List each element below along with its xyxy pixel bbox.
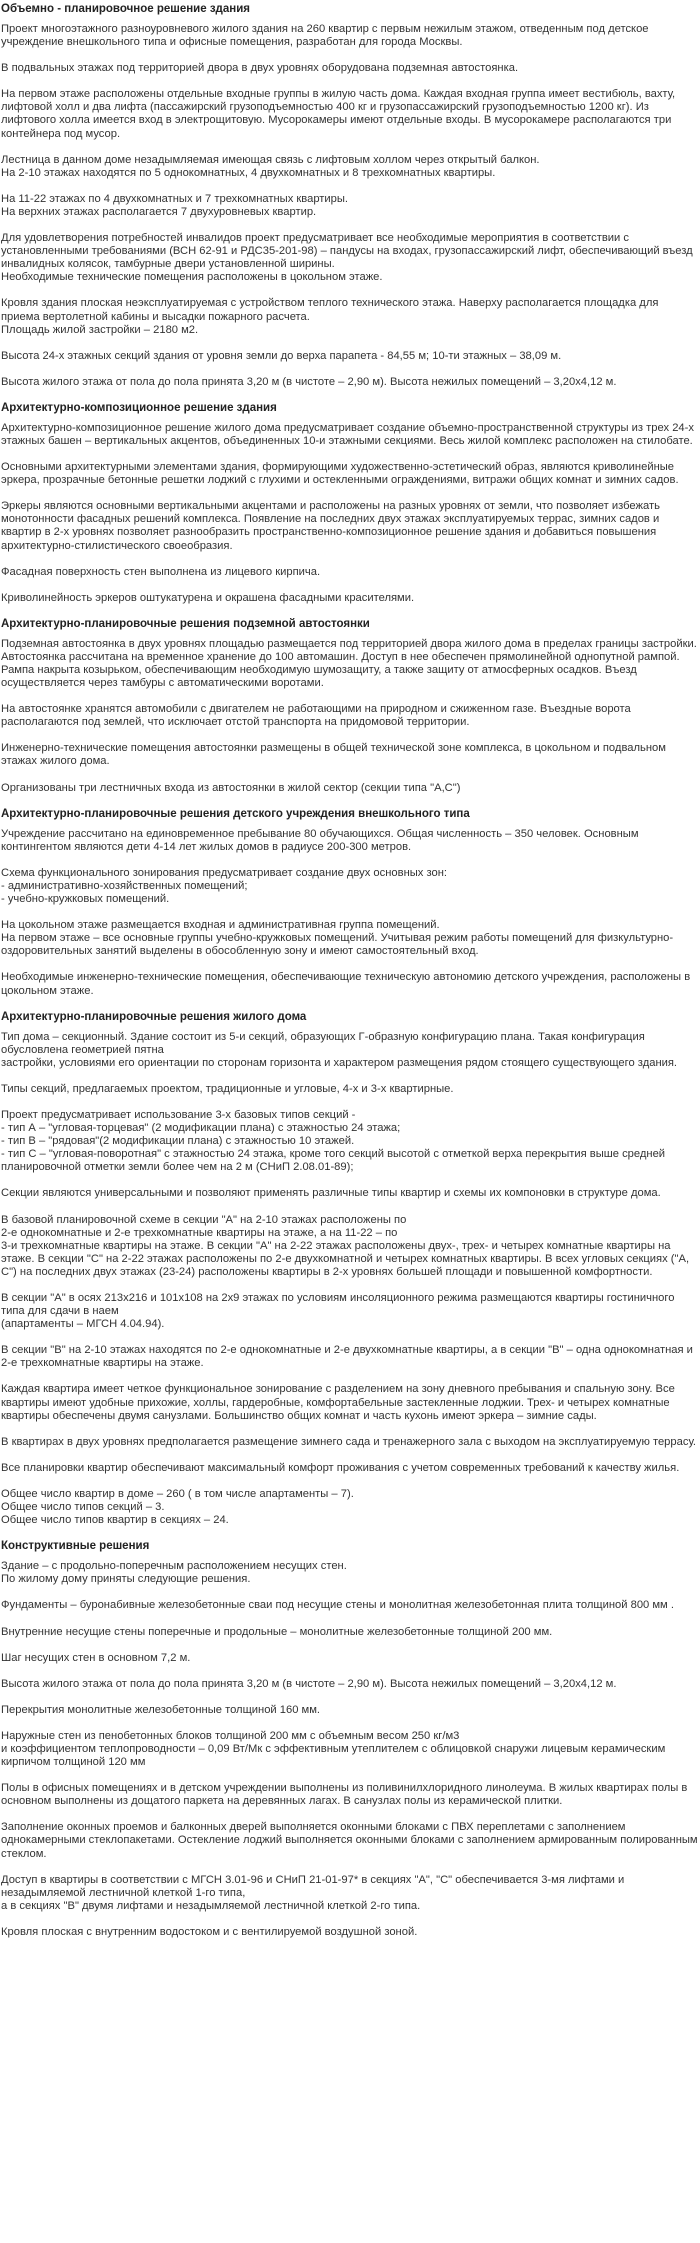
paragraph: В секции "В" на 2-10 этажах находятся по 2-е однокомнатные и 2-е двухкомнатные квартиры, а в секции "В" – одна однокомнатная и 2-е трехкомнатные квартиры на этаже. [1, 1344, 693, 1370]
paragraph: Типы секций, предлагаемых проектом, традиционные и угловые, 4-х и 3-х квартирные. [1, 1082, 454, 1095]
paragraph: Заполнение оконных проемов и балконных дверей выполняется оконными блоками с ПВХ переплетами с заполнением однокамерными стеклопакетами. Остекление лоджий выполняется оконными блоками с заполнением армированным полированным стеклом. [1, 1821, 698, 1860]
paragraph: Схема функционального зонирования предусматривает создание двух основных зон: - административно-хозяйственных помещений; - учебно-кружковых помещений. [1, 866, 448, 906]
paragraph: Каждая квартира имеет четкое функциональное зонирование с разделением на зону дневного пребывания и спальную зону. Все квартиры имеют удобные прихожие, холлы, гардеробные, комфортабельные застекленные лоджии. Трех- и четырех комнатные квартиры обеспечены двумя санузлами. Большинство общих комнат и часть кухонь имеют эркера – зимние сады. [1, 1383, 675, 1422]
paragraph: Необходимые инженерно-технические помещения, обеспечивающие техническую автономию детского учреждения, расположены в цокольном этаже. [1, 971, 691, 997]
paragraph: Архитектурно-композиционное решение жилого дома предусматривает создание объемно-пространственной структуры из трех 24-х этажных башен – вертикальных акцентов, объединенных 10-и этажными секциями. Весь жилой комплекс расположен на стилобате. [1, 421, 694, 447]
paragraph: Подземная автостоянка в двух уровнях площадью размещается под территорией двора жилого дома в пределах границы застройки. Автостоянка рассчитана на временное хранение до 100 автомашин. Доступ в нее обеспечен прямолинейной однопутной рампой. Рампа накрыта козырьком, обеспечивающим необходимую шумозащиту, а также защиту от атмосферных осадков. Въезд осуществляется через тамбуры с автоматическими воротами. [1, 637, 697, 690]
paragraph: Перекрытия монолитные железобетонные толщиной 160 мм. [1, 1703, 321, 1716]
section-heading: Объемно - планировочное решение здания [1, 3, 250, 15]
paragraph: Здание – с продольно-поперечным расположением несущих стен. По жилому дому приняты следующие решения. [1, 1560, 347, 1586]
paragraph: Эркеры являются основными вертикальными акцентами и расположены на разных уровнях от земли, что позволяет избежать монотонности фасадных решений комплекса. Появление на последних двух этажах эксплуатируемых террас, зимних садов и квартир в 2-х уровнях позволяет разнообразить пространственно-композиционное решение здания и добавиться повышения архитектурно-стилистического своеобразия. [1, 500, 660, 552]
paragraph: На первом этаже расположены отдельные входные группы в жилую часть дома. Каждая входная группа имеет вестибюль, вахту, лифтовой холл и два лифта (пассажирский грузоподъемностью 400 кг и грузопассажирский грузоподъемностью 1200 кг). Из лифтового холла имеется вход в электрощитовую. Мусорокамеры имеют отдельные входы. В мусорокамере располагаются три контейнера под мусор. [1, 88, 676, 140]
paragraph: Высота жилого этажа от пола до пола принята 3,20 м (в чистоте – 2,90 м). Высота нежилых помещений – 3,20х4,12 м. [1, 375, 617, 388]
paragraph: На автостоянке хранятся автомобили с двигателем не работающими на природном и сжиженном газе. Въездные ворота располагаются под землей, что исключает отстой транспорта на придомовой территории. [1, 703, 631, 729]
section-heading: Архитектурно-планировочные решения детского учреждения внешкольного типа [1, 807, 470, 820]
paragraph: Тип дома – секционный. Здание состоит из 5-и секций, образующих Г-образную конфигурацию плана. Такая конфигурация обусловлена геометрией пятна застройки, условиями его ориентации по сторонам горизонта и характером размещения рядом стоящего существующего здания. [1, 1030, 678, 1069]
paragraph: Внутренние несущие стены поперечные и продольные – монолитные железобетонные толщиной 200 мм. [1, 1625, 553, 1638]
paragraph: Секции являются универсальными и позволяют применять различные типы квартир и схемы их компоновки в структуре дома. [1, 1187, 661, 1200]
paragraph: В секции "А" в осях 213х216 и 101х108 на 2х9 этажах по условиям инсоляционного режима размещаются квартиры гостиничного типа для сдачи в наем (апартаменты – МГСН 4.04.94). [1, 1292, 675, 1331]
paragraph: Наружные стен из пенобетонных блоков толщиной 200 мм с объемным весом 250 кг/м3 и коэффициентом теплопроводности – 0,09 Вт/Мк с эффективным утеплителем с облицовкой снаружи лицевым керамическим кирпичом толщиной 120 мм [1, 1729, 666, 1769]
paragraph: В базовой планировочной схеме в секции "А" на 2-10 этажах расположены по 2-е однокомнатные и 2-е трехкомнатные квартиры на этаже, а на 11-22 – по 3-и трехкомнатные квартиры на этаже. В секции "А" на 2-22 этажах расположены двух-, трех- и четырех комнатные квартиры на этаже. В секции "С" на 2-22 этажах расположены по 2-е двухкомнатной и четырех комнатных квартиры. В всех угловых секциях ("А, С") на последних двух этажах (23-24) расположены квартиры в 2-х уровнях большей площади и повышенной комфортности. [1, 1213, 690, 1278]
paragraph: Шаг несущих стен в основном 7,2 м. [1, 1651, 191, 1664]
paragraph: Доступ в квартиры в соответствии с МГСН 3.01-96 и СНиП 21-01-97* в секциях "А", "С" обеспечивается 3-мя лифтами и незадымляемой лестничной клеткой 1-го типа, а в секциях "В" двумя лифтами и незадымляемой лестничной клеткой 2-го типа. [1, 1873, 625, 1912]
paragraph: Криволинейность эркеров оштукатурена и окрашена фасадными красителями. [1, 591, 415, 604]
paragraph: Кровля здания плоская неэксплуатируемая с устройством теплого технического этажа. Наверху располагается площадка для приема вертолетной кабины и высадки пожарного расчета. Площадь жилой застройки – 2180 м2. [1, 297, 659, 336]
paragraph: На 11-22 этажах по 4 двухкомнатных и 7 трехкомнатных квартиры. На верхних этажах располагается 7 двухуровневых квартир. [1, 192, 349, 218]
paragraph: Высота жилого этажа от пола до пола принята 3,20 м (в чистоте – 2,90 м). Высота нежилых помещений – 3,20х4,12 м. [1, 1677, 617, 1690]
paragraph: Высота 24-х этажных секций здания от уровня земли до верха парапета - 84,55 м; 10-ти этажных – 38,09 м. [1, 349, 562, 362]
paragraph: Общее число квартир в доме – 260 ( в том числе апартаменты – 7). Общее число типов секций – 3. Общее число типов квартир в секциях – 24. [1, 1487, 354, 1527]
section-heading: Архитектурно-композиционное решение здания [1, 401, 277, 414]
section-heading: Архитектурно-планировочные решения жилого дома [1, 1010, 307, 1023]
paragraph: Для удовлетворения потребностей инвалидов проект предусматривает все необходимые мероприятия в соответствии с установленными требованиями (ВСН 62-91 и РДС35-201-98) – пандусы на входах, грузопассажирский лифт, обеспечивающий въезд инвалидных колясок, тамбурные двери установленной ширины. Необходимые технические помещения расположены в цокольном этаже. [1, 232, 693, 284]
paragraph: Инженерно-технические помещения автостоянки размещены в общей технической зоне комплекса, в цокольном и подвальном этажах жилого дома. [1, 742, 666, 768]
paragraph: На цокольном этаже размещается входная и административная группа помещений. На первом этаже – все основные группы учебно-кружковых помещений. Учитывая режим работы помещений для физкультурно-оздоровительных занятий выделены в обособленную зону и имеют самостоятельный вход. [1, 919, 674, 958]
paragraph: Проект многоэтажного разноуровневого жилого здания на 260 квартир с первым нежилым этажом, отведенным под детское учреждение внешкольного типа и офисные помещения, разработан для города Москвы. [1, 23, 649, 49]
paragraph: В квартирах в двух уровнях предполагается размещение зимнего сада и тренажерного зала с выходом на эксплуатируемую террасу. [1, 1435, 697, 1448]
paragraph: Фундаменты – буронабивные железобетонные сваи под несущие стены и монолитная железобетонная плита толщиной 800 мм . [1, 1599, 674, 1612]
paragraph: Все планировки квартир обеспечивают максимальный комфорт проживания с учетом современных требований к качеству жилья. [1, 1461, 680, 1474]
paragraph: Лестница в данном доме незадымляемая имеющая связь с лифтовым холлом через открытый балкон. На 2-10 этажах находятся по 5 однокомнатных, 4 двухкомнатных и 8 трехкомнатных квартиры. [1, 153, 540, 179]
paragraph: Проект предусматривает использование 3-х базовых типов секций - - тип А – "угловая-торцевая" (2 модификации плана) с этажностью 24 этажа; - тип В – "рядовая"(2 модификации плана) с этажностью 10 этажей. - тип С – "угловая-поворотная" с этажностью 24 этажа, кроме того секций высотой с отметкой верха перекрытия выше средней планировочной отметки земли более чем на 2 м (СНиП 2.08.01-89); [1, 1108, 666, 1174]
paragraph: В подвальных этажах под территорией двора в двух уровнях оборудована подземная автостоянка. [1, 62, 519, 75]
section-heading: Конструктивные решения [1, 1540, 150, 1553]
paragraph: Полы в офисных помещениях и в детском учреждении выполнены из поливинилхлоридного линолеума. В жилых квартирах полы в основном выполнены из дощатого паркета на деревянных лагах. В санузлах полы из керамической плитки. [1, 1782, 688, 1808]
paragraph: Фасадная поверхность стен выполнена из лицевого кирпича. [1, 565, 321, 578]
paragraph: Учреждение рассчитано на единовременное пребывание 80 обучающихся. Общая численность – 350 человек. Основным контингентом являются дети 4-14 лет жилых домов в радиусе 200-300 метров. [1, 827, 639, 853]
paragraph: Организованы три лестничных входа из автостоянки в жилой сектор (секции типа "А,С") [1, 781, 461, 794]
paragraph: Основными архитектурными элементами здания, формирующими художественно-эстетический образ, являются криволинейные эркера, прозрачные бетонные решетки лоджий с глухими и остекленными ограждениями, витражи общих комнат и зимних садов. [1, 461, 679, 487]
section-heading: Архитектурно-планировочные решения подземной автостоянки [1, 617, 370, 630]
paragraph: Кровля плоская с внутренним водостоком и с вентилируемой воздушной зоной. [1, 1925, 418, 1938]
